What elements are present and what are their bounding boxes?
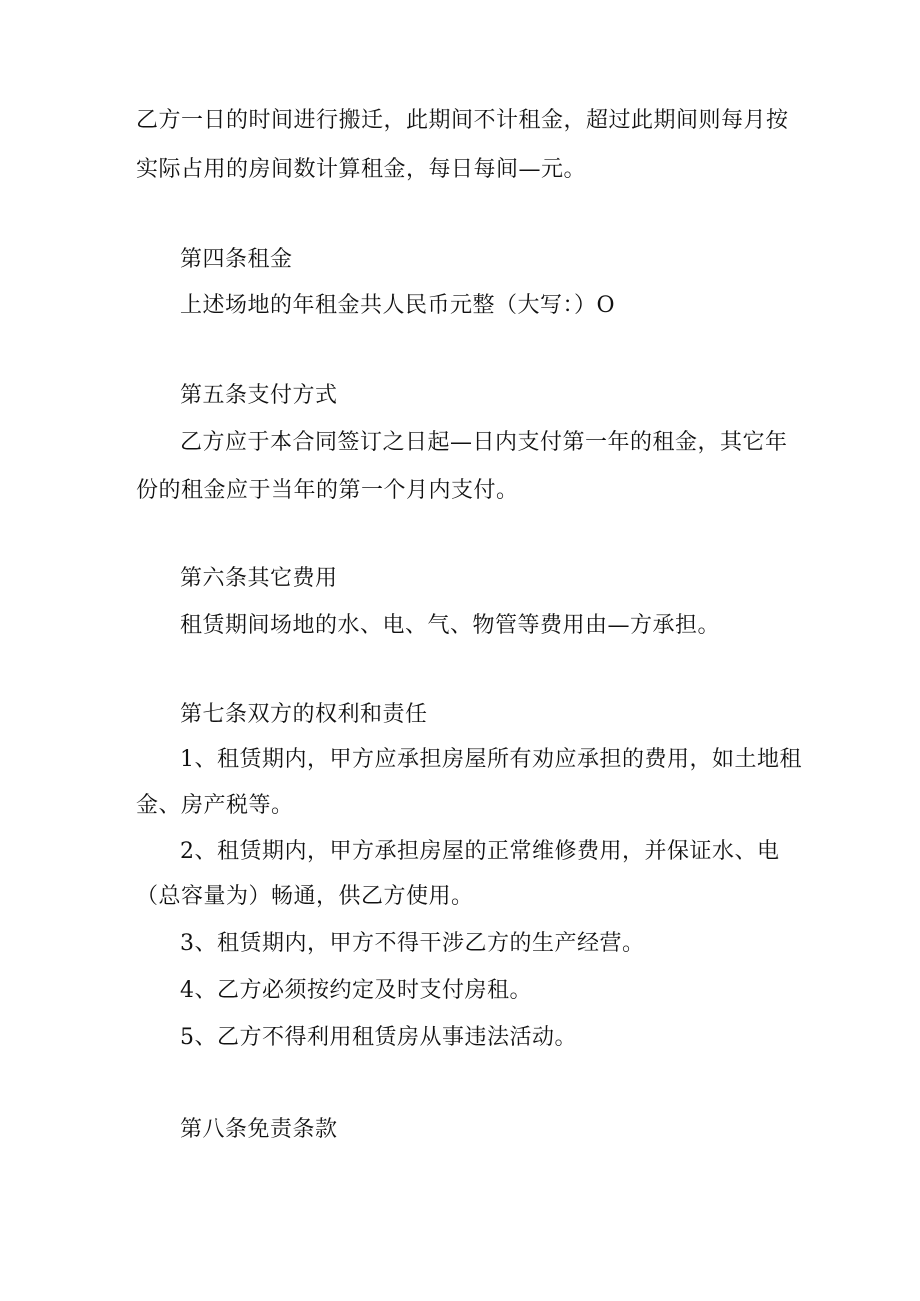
body-text-line: 实际占用的房间数计算租金，每日每间—元。: [136, 157, 587, 182]
body-text-line: 租赁期间场地的水、电、气、物管等费用由—方承担。: [180, 613, 721, 638]
list-item-continuation: 金、房产税等。: [136, 793, 294, 818]
list-item: 4、乙方必须按约定及时支付房租。: [180, 978, 532, 1003]
list-item: 3、租赁期内，甲方不得干涉乙方的生产经营。: [180, 931, 645, 956]
section-heading: 第七条双方的权利和责任: [180, 702, 428, 727]
list-item: 5、乙方不得利用租赁房从事违法活动。: [180, 1025, 577, 1050]
body-text-line: 乙方一日的时间进行搬迁，此期间不计租金，超过此期间则每月按: [136, 108, 789, 133]
list-item-continuation: （总容量为）畅通，供乙方使用。: [136, 884, 474, 909]
section-heading: 第八条免责条款: [180, 1117, 338, 1142]
section-heading: 第五条支付方式: [180, 383, 338, 408]
body-text-line: 上述场地的年租金共人民币元整（大写：）O: [180, 293, 616, 318]
list-item: 1、租赁期内，甲方应承担房屋所有劝应承担的费用，如土地租: [180, 747, 802, 772]
section-heading: 第六条其它费用: [180, 566, 338, 591]
body-text-line: 份的租金应于当年的第一个月内支付。: [136, 478, 519, 503]
list-item: 2、租赁期内，甲方承担房屋的正常维修费用，并保证水、电: [180, 839, 780, 864]
section-heading: 第四条租金: [180, 247, 293, 272]
body-text-line: 乙方应于本合同签订之日起—日内支付第一年的租金，其它年: [180, 430, 788, 455]
